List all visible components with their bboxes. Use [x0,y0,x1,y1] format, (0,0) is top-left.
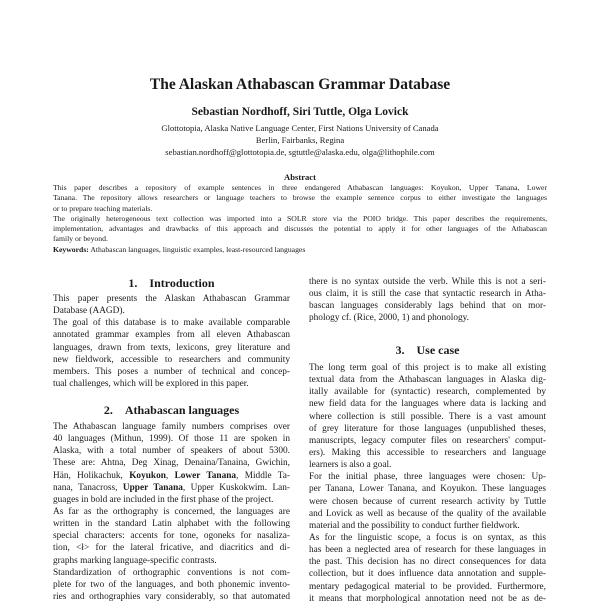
section-title: Introduction [149,276,215,290]
bold-text: Upper Tanana [122,482,183,493]
text-line: new field data for the languages where data is lacking and [309,399,546,410]
text-line: The originally heterogeneous text collection was imported into a SOLR store via the POIO bridge. This paper describes the requirements, [53,213,547,223]
paragraph [53,421,290,506]
text-span: nana, Tanacross, [53,482,123,493]
text-line: ous claim, it is still the case that syntactic research in Atha- [309,289,546,300]
section-heading-athabascan-languages [53,403,290,418]
text-line: new fieldwork, accessible to researchers and community [53,354,290,365]
text-line: were chosen because of current research activity by Tuttle [309,496,546,507]
text-line: or to prepare teaching materials. [53,203,153,213]
abstract-heading: Abstract [284,172,316,182]
text-line: tual challenges, which will be explored in this paper. [53,378,249,389]
text-line: per Tanana, Lower Tanana, and Koyukon. These languages [309,484,546,495]
paragraph [53,183,547,214]
paragraph [53,567,290,603]
text-line: ries and orthographies vary considerably, so that automated [53,591,290,602]
text-line: The Athabascan language family numbers comprises over [53,422,290,432]
paper-authors: Sebastian Nordhoff, Siri Tuttle, Olga Lovick [191,106,409,118]
bold-text: Lower Tanana [174,470,237,481]
text-line: languages, drawn from texts, lexicons, grey literature and [53,342,290,353]
text-line: and Lovick as well as because of the quality of the available [309,508,546,519]
text-line: it means that morphological annotation need not be as de- [309,593,546,604]
text-line: there is no syntax outside the verb. While this is not a seri- [309,277,546,287]
text-line: As for the linguistic scope, a focus is on syntax, as this [309,532,546,543]
text-span: , Middle Ta- [236,470,290,481]
text-line: special characters: accents for tone, ogoneks for nasaliza- [53,531,290,542]
text-line: implementation, advantages and drawbacks of this approach and discusses the potential to apply it for other languages of the Athabascan [53,224,547,234]
bold-text: Koyukon [129,470,166,481]
section-heading-use-case [309,343,546,358]
paragraph [309,276,546,325]
text-line: annotated grammar examples from all eleven Athabascan [53,330,290,341]
affiliation-line: Glottotopia, Alaska Native Language Center, First Nations University of Canada [161,123,439,133]
athabascan-languages-body [53,421,290,603]
text-line: These are: Ahtna, Deg Xinag, Denaina/Tanaina, Gwichin, [53,458,290,469]
section-heading-introduction [53,276,290,291]
text-line: Tanana. The repository allows researchers or language teachers to browse the example sentence corpus to either investigate the languages [53,193,547,203]
use-case-body [309,362,546,605]
abstract-body [53,183,547,255]
emails-line: sebastian.nordhoff@glottotopia.de, sgtuttle@alaska.edu, olga@lithophile.com [165,147,435,158]
text-line: plete for two of the languages, and both phonemic invento- [53,579,290,590]
text-line: tion, <ł> for the lateral fricative, and diacritics and di- [53,543,290,554]
text-line: The goal of this database is to make available comparable [53,318,290,329]
introduction-body [53,293,290,390]
text-line: learners is also a goal. [309,460,392,471]
text-line [53,482,290,494]
paragraph [53,245,547,255]
bold-text: Keywords: [53,244,89,254]
text-span: Hän, Holikachuk, [53,470,130,481]
text-line [53,245,547,255]
text-line: written in the standard Latin alphabet with the following [53,519,290,530]
paragraph [53,214,547,245]
section-number: 1. [128,276,138,290]
section-title: Athabascan languages [124,403,240,417]
text-line: phology cf. (Rice, 2000, 1) and phonology. [309,313,469,324]
text-line: Alaska, with a total number of speakers of about 5300. [53,446,290,457]
paragraph [309,532,546,605]
text-line: of grey literature for those languages (unpublished theses, [309,423,546,434]
text-line: The long term goal of this project is to make all existing [309,363,546,373]
text-line: 40 languages (Mithun, 1999). Of those 11 are spoken in [53,434,290,445]
text-line: Database (AAGD). [53,306,125,317]
text-line: Standardization of orthographic conventions is not com- [53,567,290,578]
text-line: members. This poses a number of technical and concep- [53,366,290,377]
text-line: manuscripts, legacy computer files on researchers' comput- [309,435,546,446]
text-span: , Upper Kuskokwim. Lan- [182,482,291,493]
paragraph [53,293,290,317]
athabascan-languages-continuation [309,276,546,325]
text-span: Athabascan languages, linguistic examples, least-resourced languages [88,244,306,254]
text-line: This paper presents the Alaskan Athabascan Grammar [53,294,290,304]
paper-title: The Alaskan Athabascan Grammar Database [149,76,451,93]
section-number: 2. [103,403,113,417]
paragraph [53,506,290,567]
section-number: 3. [395,343,405,357]
text-line: For the initial phase, three languages were chosen: Up- [309,472,546,483]
text-line: graphs marking language-specific contrasts. [53,555,217,566]
text-line: As far as the orthography is concerned, the languages are [53,506,290,517]
text-span: , [165,470,175,481]
text-line: family or beyond. [53,234,108,244]
text-line [53,470,290,482]
text-line: bascan languages considerably lags behind that on mor- [309,301,546,312]
text-line: ers). Making this accessible to researchers and language [309,447,546,458]
text-line: textual data from the Athabascan languages in Alaska dig- [309,375,546,386]
text-line: the past. This decision has no direct consequences for data [309,557,546,568]
paragraph [53,317,290,390]
text-line: material and the possibility to conduct further fieldwork. [309,520,520,531]
text-line: This paper describes a repository of example sentences in three endangered Athabascan languages: Koyukon, Upper Tanana, Lower [53,183,547,192]
text-line: where collection is still possible. There is a vast amount [309,411,546,422]
text-line: guages in bold are included in the first phase of the project. [53,494,274,505]
text-line: itally available for (syntactic) research, complemented by [309,387,546,398]
author-affiliations [0,122,600,159]
paragraph [309,362,546,471]
text-line: collection, but it does influence data annotation and supple- [309,569,546,580]
text-line: has been a neglected area of research for these languages in [309,545,546,556]
text-line: mentary pedagogical material to be provided. Furthermore, [309,581,546,592]
paragraph [309,471,546,532]
locations-line: Berlin, Fairbanks, Regina [255,135,345,146]
section-title: Use case [416,343,460,357]
